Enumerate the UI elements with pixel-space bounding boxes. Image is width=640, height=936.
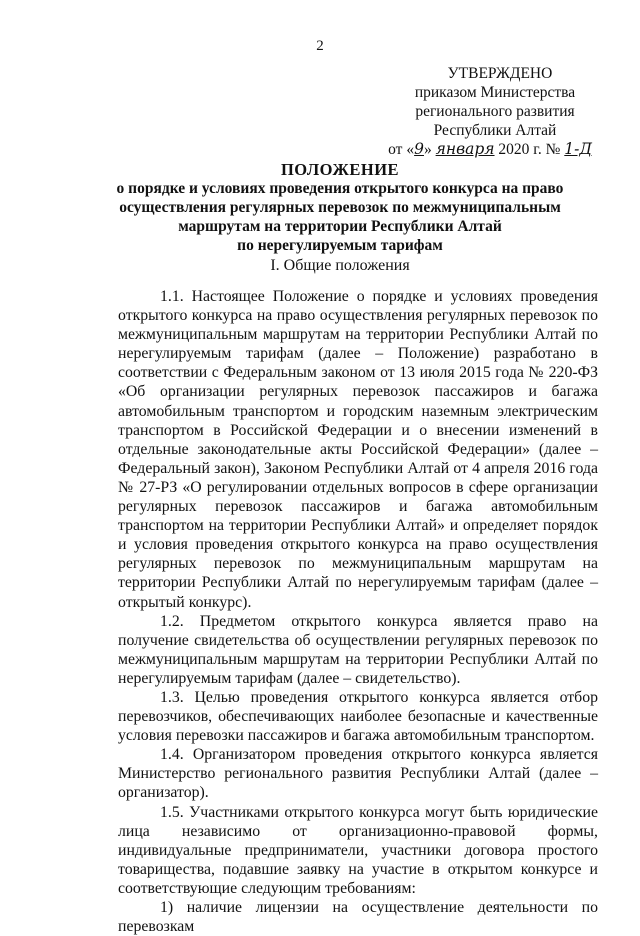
- approval-heading: УТВЕРЖДЕНО: [447, 65, 553, 82]
- paragraph-1-4: 1.4. Организатором проведения открытого конкурса является Министерство регионального развития Республики Алтай (далее – организатор).: [118, 746, 598, 802]
- paragraph-1-1: 1.1. Настоящее Положение о порядке и условиях проведения открытого конкурса на право осуществления регулярных перевозок по межмуниципальным маршрутам на территории Республики Алтай по нерегулируемым тарифам (далее – Положение) разработано в соответствии с Федеральным законом от 13 июля 2015 года № 220-ФЗ «Об организации регулярных перевозок пассажиров и багажа автомобильным транспортом и городским наземным электрическим транспортом в Российской Федерации и о внесении изменений в отдельные законодательные акты Российской Федерации» (далее – Федеральный закон), Законом Республики Алтай от 4 апреля 2016 года № 27-РЗ «О регулировании отдельных вопросов в сфере организации регулярных перевозок пассажиров и багажа автомобильным транспортом на территории Республики Алтай» и определяет порядок и условия проведения открытого конкурса на право осуществления регулярных перевозок по межмуниципальным маршрутам на территории Республики Алтай по нерегулируемым тарифам (далее – открытый конкурс).: [118, 288, 598, 611]
- approval-stamp: [360, 64, 600, 159]
- handwritten-month: января: [435, 140, 495, 158]
- document-body: [118, 287, 598, 936]
- section-heading: I. Общие положения: [270, 257, 410, 274]
- approval-date: [360, 140, 600, 159]
- paragraph-item-1: 1) наличие лицензии на осуществление деятельности по перевозкам: [118, 899, 598, 936]
- paragraph-1-2: 1.2. Предметом открытого конкурса является право на получение свидетельства об осуществлении регулярных перевозок по межмуниципальным маршрутам на территории Республики Алтай по нерегулируемым тарифам (далее – свидетельство).: [118, 612, 598, 687]
- paragraph-1-5: 1.5. Участниками открытого конкурса могут быть юридические лица независимо от организационно-правовой формы, индивидуальные предприниматели, участники договора простого товарищества, подавшие заявку на участие в открытом конкурсе и соответствующие следующим требованиям:: [118, 803, 598, 897]
- approval-line-1: приказом Министерства: [414, 84, 576, 101]
- page-number: 2: [316, 38, 324, 54]
- title-line-4: по нерегулируемым тарифам: [237, 237, 443, 254]
- date-mid: »: [423, 141, 436, 158]
- title-main: ПОЛОЖЕНИЕ: [280, 160, 400, 179]
- approval-line-3: Республики Алтай: [433, 122, 557, 139]
- handwritten-day: 9: [414, 140, 424, 158]
- date-year: 2020 г. №: [494, 141, 565, 158]
- title-line-1: о порядке и условиях проведения открытого конкурса на право: [116, 180, 564, 197]
- document-title: [80, 160, 600, 255]
- date-prefix: от «: [388, 141, 415, 158]
- paragraph-1-3: 1.3. Целью проведения открытого конкурса является отбор перевозчиков, обеспечивающих наиболее безопасные и качественные условия перевозки пассажиров и багажа автомобильным транспортом.: [118, 688, 598, 745]
- handwritten-number: 1-Д: [564, 140, 592, 158]
- approval-line-2: регионального развития: [415, 103, 575, 120]
- title-line-3: маршрутам на территории Республики Алтай: [178, 218, 502, 235]
- title-line-2: осуществления регулярных перевозок по межмуниципальным: [119, 199, 561, 216]
